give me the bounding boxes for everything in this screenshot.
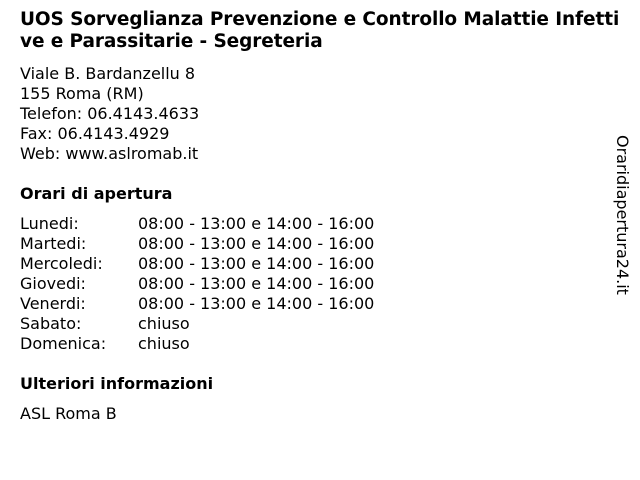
day-label: Lunedi: [20,214,79,233]
day-label: Giovedi: [20,274,86,293]
site-watermark: Oraridiapertura24.it [613,135,632,295]
hours-row-sunday [20,334,374,354]
street-address: Viale B. Bardanzellu 8 [20,64,196,83]
hours-value: 08:00 - 13:00 e 14:00 - 16:00 [138,294,375,313]
opening-hours-heading: Orari di apertura [20,184,173,203]
page-title: UOS Sorveglianza Prevenzione e Controllo Malattie Infettive e Parassitarie - Segreteria [20,9,620,52]
fax-number: Fax: 06.4143.4929 [20,124,170,143]
hours-row-tuesday [20,234,374,254]
hours-value: 08:00 - 13:00 e 14:00 - 16:00 [138,214,375,233]
hours-row-saturday [20,314,374,334]
more-info-heading: Ulteriori informazioni [20,374,214,393]
city-address: 155 Roma (RM) [20,84,144,103]
hours-row-thursday [20,274,374,294]
hours-value: chiuso [138,314,190,333]
hours-value: chiuso [138,334,190,353]
hours-value: 08:00 - 13:00 e 14:00 - 16:00 [138,234,375,253]
hours-value: 08:00 - 13:00 e 14:00 - 16:00 [138,274,375,293]
address-block [20,64,199,164]
hours-value: 08:00 - 13:00 e 14:00 - 16:00 [138,254,375,273]
day-label: Domenica: [20,334,107,353]
hours-row-monday [20,214,374,234]
opening-hours-table [20,214,374,354]
website: Web: www.aslromab.it [20,144,199,163]
more-info-text: ASL Roma B [20,404,117,423]
hours-row-friday [20,294,374,314]
hours-row-wednesday [20,254,374,274]
day-label: Sabato: [20,314,82,333]
day-label: Venerdi: [20,294,86,313]
day-label: Martedi: [20,234,87,253]
day-label: Mercoledi: [20,254,103,273]
phone-number: Telefon: 06.4143.4633 [20,104,200,123]
